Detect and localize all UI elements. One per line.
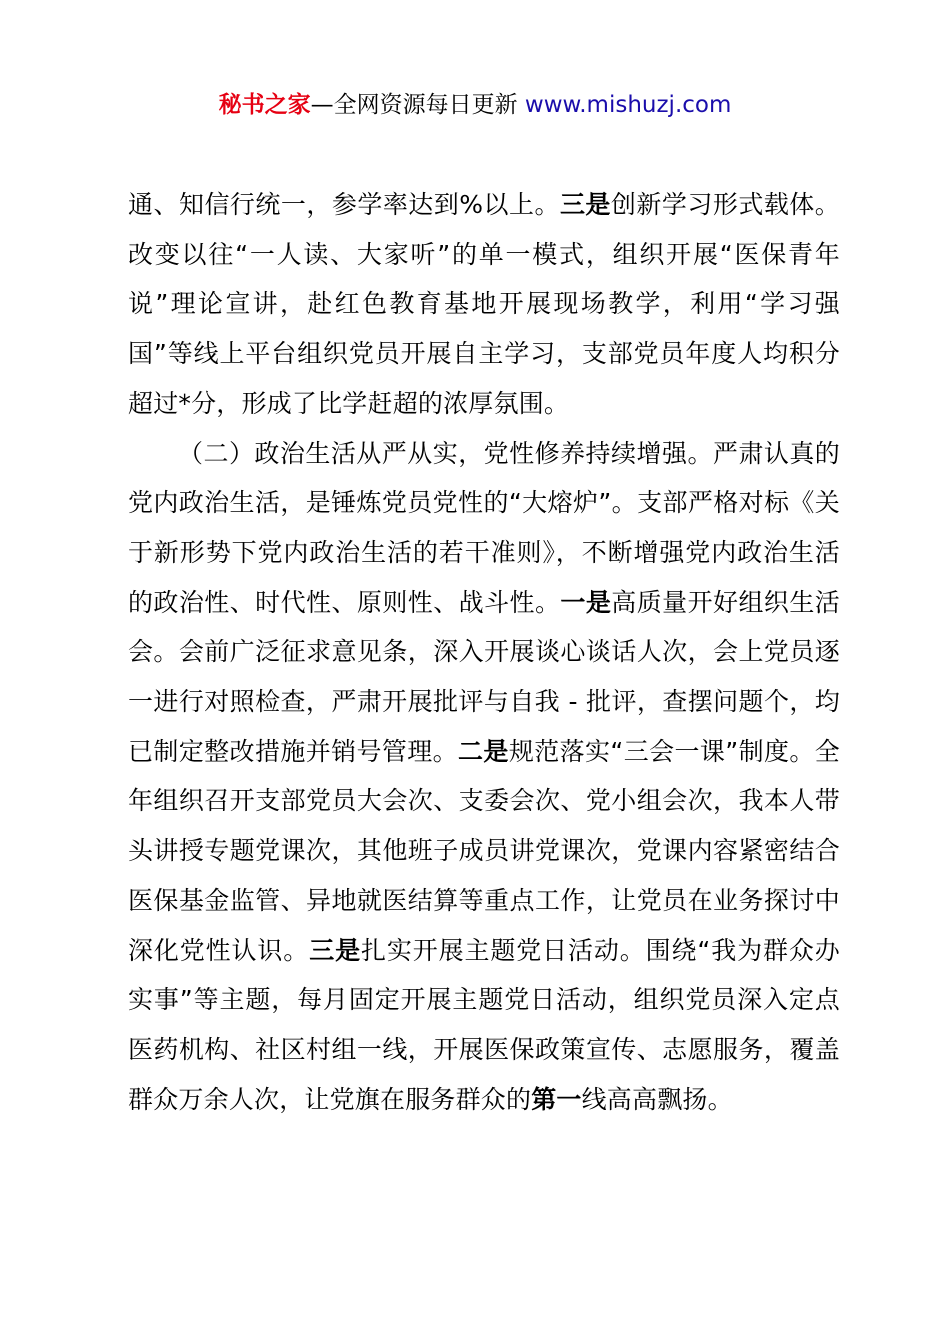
paragraph-2-emphasis-4: 第一 (531, 1084, 582, 1114)
paragraph-2 (128, 429, 840, 1125)
paragraph-2-text-2: 高质量开好组织生活会。会前广泛征求意见条，深入开展谈心谈话人次，会上党员逐一进行对照检查，严肃开展批评与自我 - 批评，查摆问题个，均已制定整改措施并销号管理。 (128, 587, 840, 766)
page-header (0, 88, 950, 122)
paragraph-2-emphasis-1: 一是 (560, 587, 612, 617)
paragraph-2-emphasis-3: 三是 (309, 935, 361, 965)
paragraph-2-text-5: 线高高飘扬。 (581, 1084, 733, 1114)
header-url-link[interactable]: www.mishuzj.com (524, 92, 732, 118)
paragraph-2-text-4: 扎实开展主题党日活动。围绕“我为群众办实事”等主题，每月固定开展主题党日活动，组织党员深入定点医药机构、社区村组一线，开展医保政策宣传、志愿服务，覆盖群众万余人次，让党旗在服务群众的 (128, 935, 840, 1114)
paragraph-2-emphasis-2: 二是 (458, 736, 509, 766)
paragraph-2-text-3: 规范落实“三会一课”制度。全年组织召开支部党员大会次、支委会次、党小组会次，我本人带头讲授专题党课次，其他班子成员讲党课次，党课内容紧密结合医保基金监管、异地就医结算等重点工作，让党员在业务探讨中深化党性认识。 (128, 736, 840, 965)
paragraph-1 (128, 180, 840, 429)
header-tagline: —全网资源每日更新 (310, 92, 525, 118)
paragraph-1-emphasis-1: 三是 (559, 190, 611, 219)
document-body (128, 180, 840, 1124)
paragraph-1-text-2: 创新学习形式载体。改变以往“一人读、大家听”的单一模式，组织开展“医保青年说”理论宣讲，赴红色教育基地开展现场教学，利用“学习强国”等线上平台组织党员开展自主学习，支部党员年度人均积分超过*分，形成了比学赶超的浓厚氛围。 (128, 190, 840, 418)
header-brand: 秘书之家 (218, 92, 311, 118)
paragraph-1-text-1: 通、知信行统一，参学率达到%以上。 (128, 190, 560, 219)
paragraph-2-text-1: （二）政治生活从严从实，党性修养持续增强。严肃认真的党内政治生活，是锤炼党员党性的“大熔炉”。支部严格对标《关于新形势下党内政治生活的若干准则》，不断增强党内政治生活的政治性、时代性、原则性、战斗性。 (128, 438, 840, 617)
